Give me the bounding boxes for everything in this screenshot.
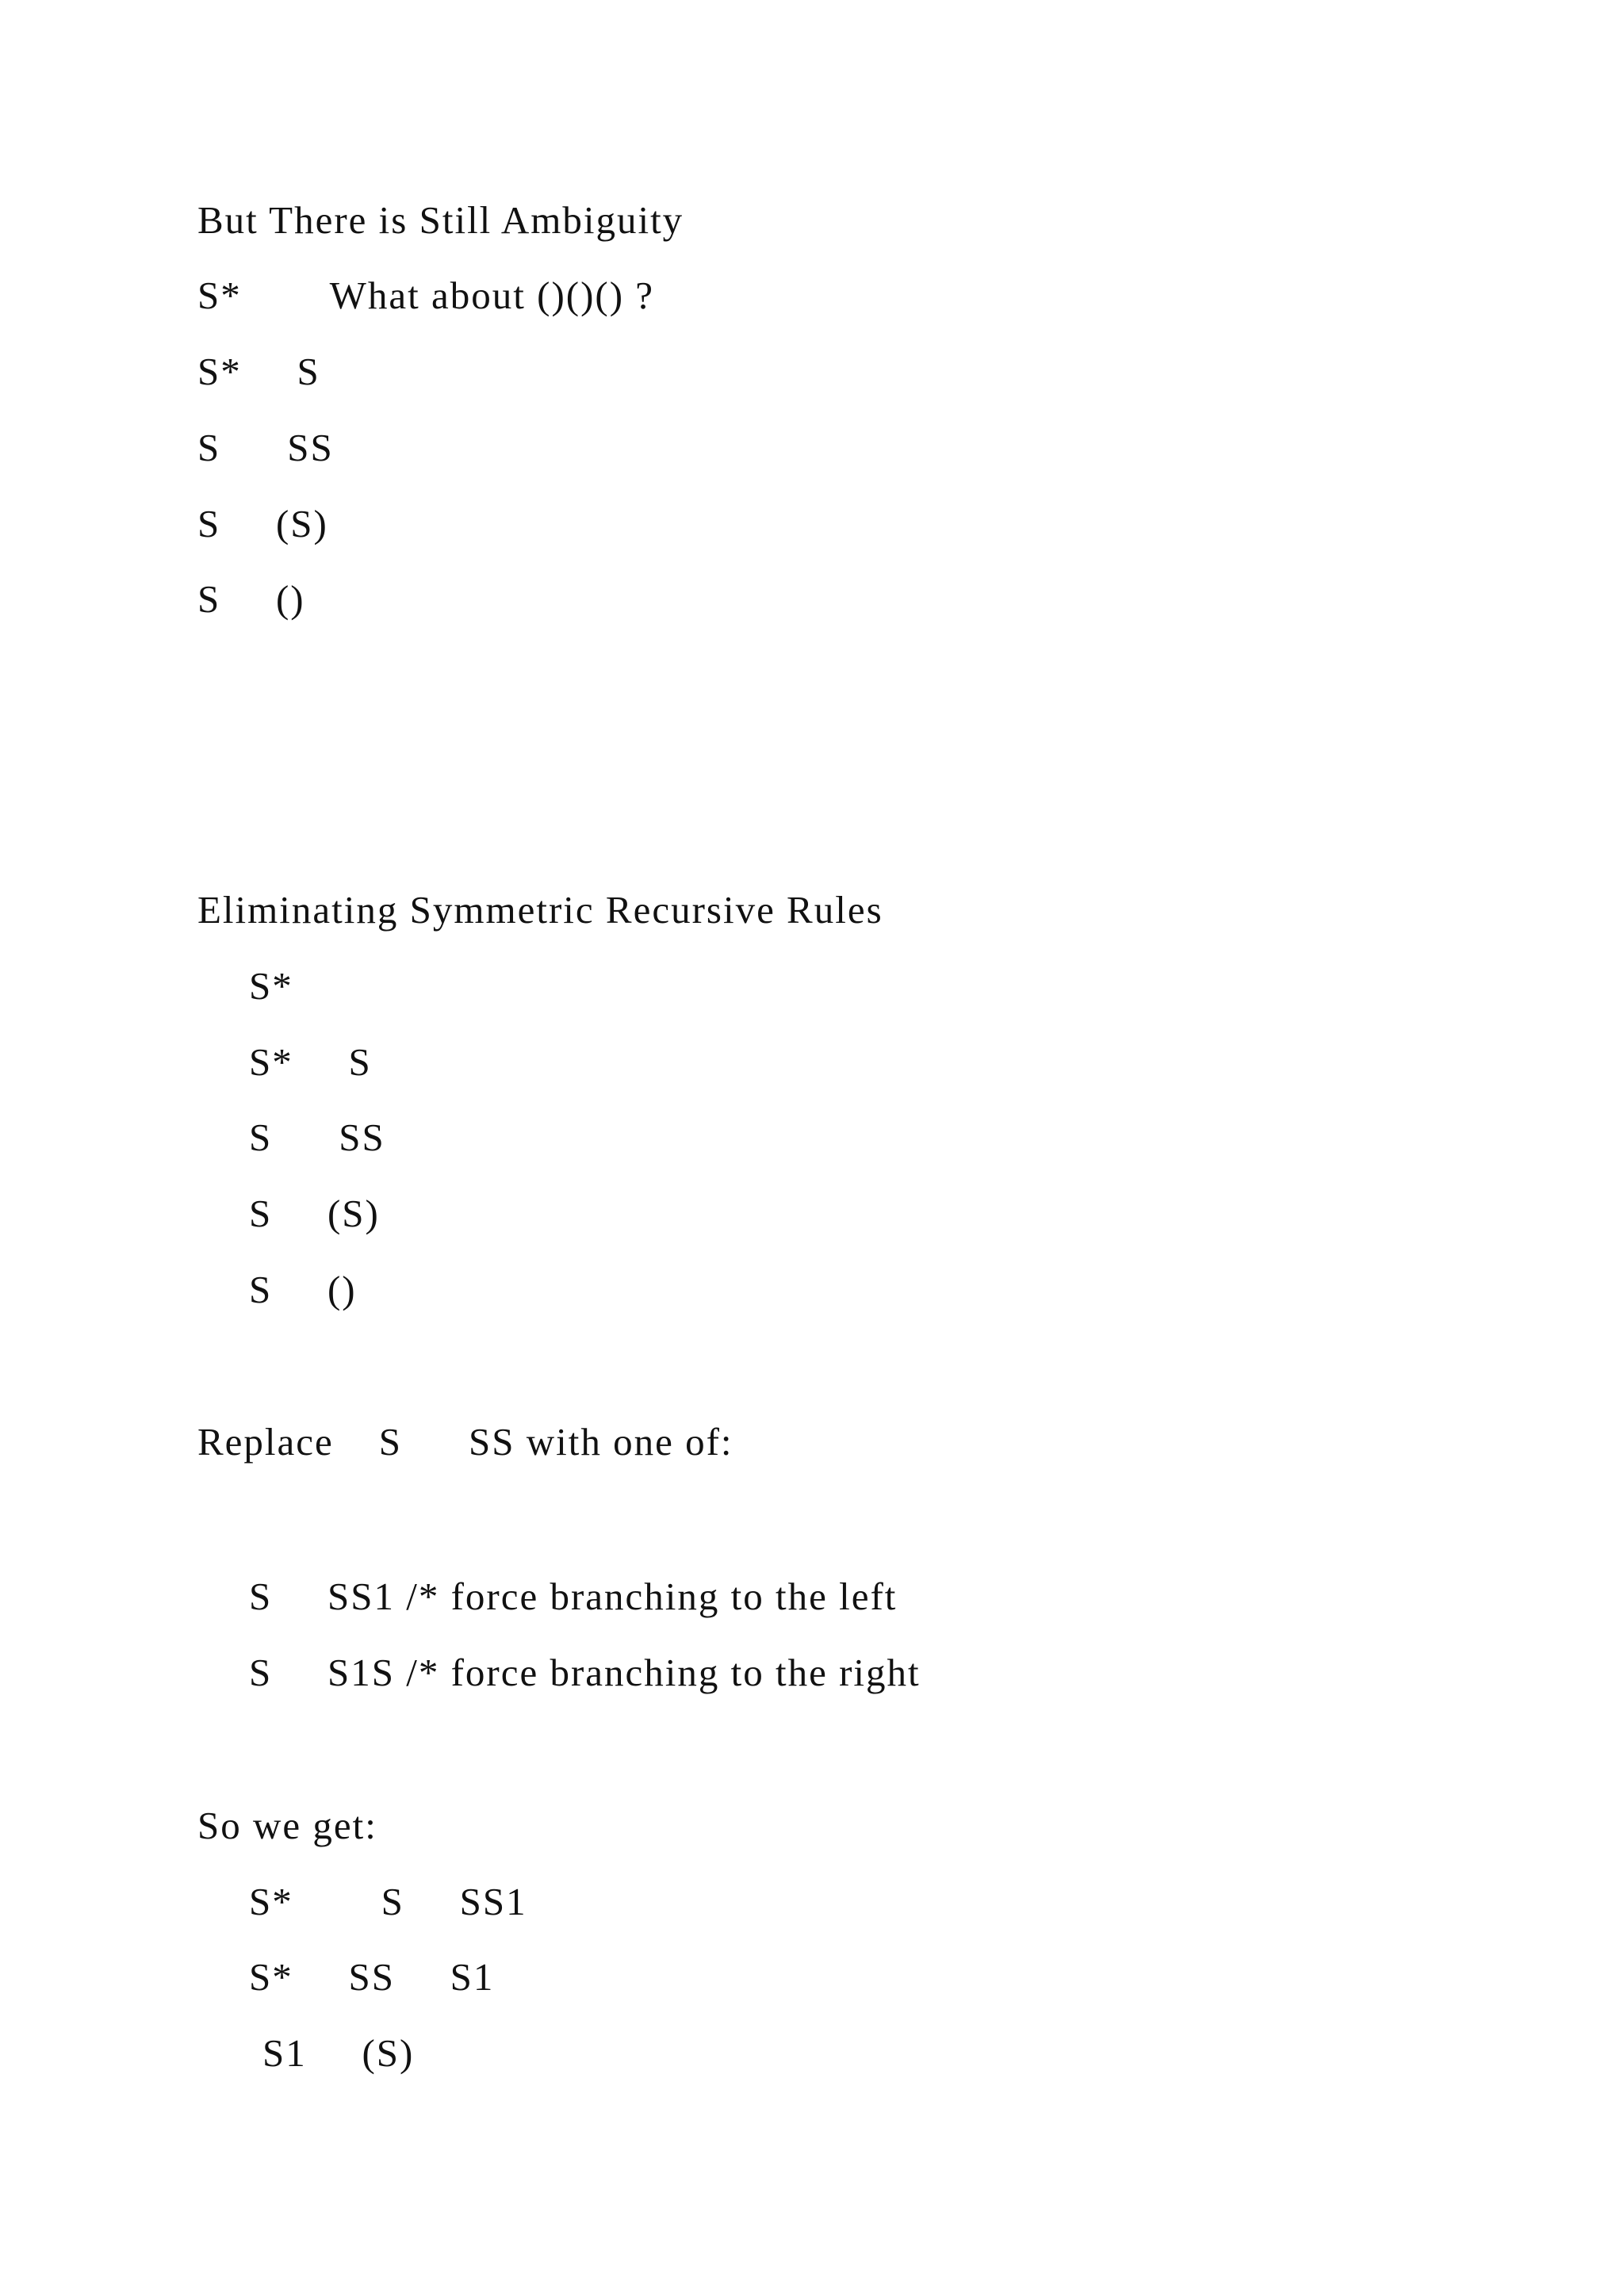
result-rule: S*  S  SS1 [249,1880,527,1923]
grammar-rule: S  () [249,1268,357,1311]
grammar-rule: S*  S [249,1040,372,1084]
replacement-option: S  S1S /* force branching to the right [249,1651,921,1694]
grammar-rule: S*   [249,964,381,1008]
replacement-option: S  SS1 /* force branching to the left [249,1575,898,1618]
result-label: So we get: [197,1804,377,1847]
section-heading-eliminating: Eliminating Symmetric Recursive Rules [197,888,883,932]
grammar-rule: S*  What about ()()() ? [197,274,655,317]
result-rule: S*  SS  S1 [249,1955,495,1999]
replace-instruction: Replace S  SS with one of: [197,1420,733,1464]
grammar-rule: S  SS [249,1115,385,1159]
grammar-rule: S  (S) [249,1192,380,1235]
section-heading-ambiguity: But There is Still Ambiguity [197,198,684,242]
grammar-rule: S  SS [197,426,334,469]
grammar-rule: S  (S) [197,502,328,545]
grammar-rule: S*  S [197,350,320,393]
grammar-rule: S  () [197,577,305,621]
result-rule: S1  (S) [262,2031,415,2075]
